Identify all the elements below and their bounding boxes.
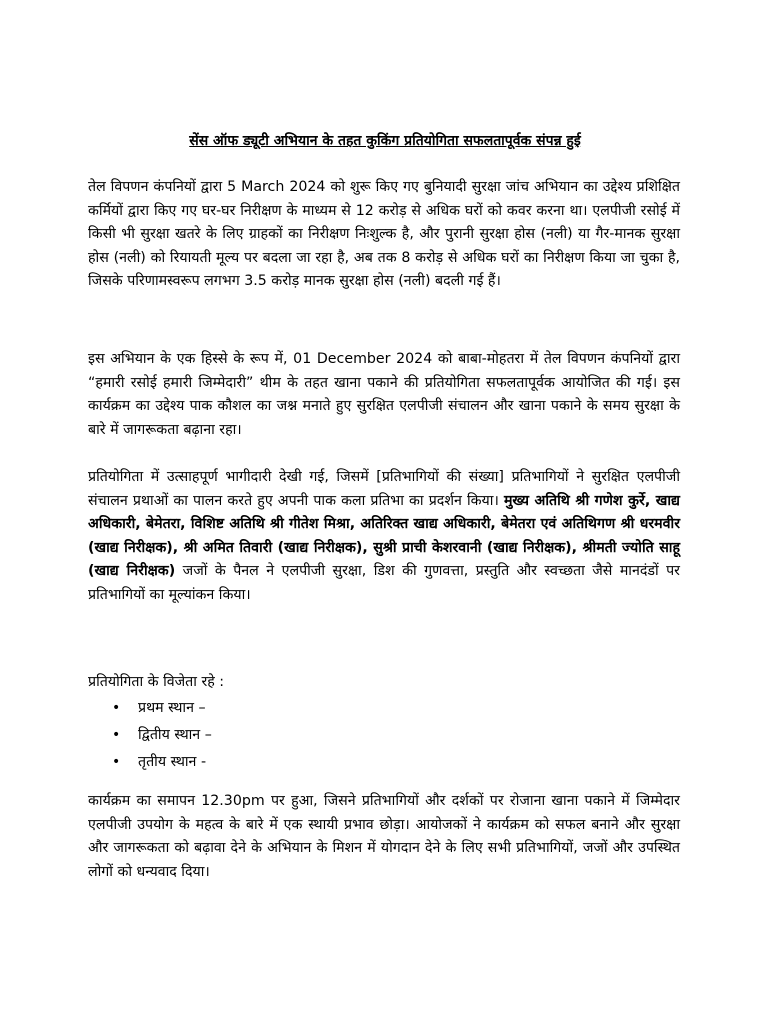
winner-first-place: प्रथम स्थान – — [138, 700, 206, 716]
bullet-icon: • — [112, 727, 121, 743]
paragraph-3-tail-text: जजों के पैनल ने एलपीजी सुरक्षा, डिश की गुणवत्ता, प्रस्तुति और स्वच्छता जैसे मानदंडों पर प्रतिभागियों का मूल्यांकन किया। — [88, 563, 680, 603]
winner-third-place: तृतीय स्थान - — [138, 754, 207, 770]
paragraph-3-lead-text: प्रतियोगिता में उत्साहपूर्ण भागीदारी देखी गई, जिसमें [प्रतिभागियों की संख्या] प्रतिभागियों ने सुरक्षित एलपीजी संचालन प्रथाओं का पालन करते हुए अपनी पाक कला प्रतिभा का प्रदर्शन किया। — [88, 469, 680, 509]
paragraph-conclusion: कार्यक्रम का समापन 12.30pm पर हुआ, जिसने प्रतिभागियों और दर्शकों पर रोजाना खाना पकाने में जिम्मेदार एलपीजी उपयोग के महत्व के बारे में एक स्थायी प्रभाव छोड़ा। आयोजकों ने कार्यक्रम को सफल बनाने और सुरक्षा और जागरूकता को बढ़ावा देने के अभियान के मिशन में योगदान देने के लिए सभी प्रतिभागियों, जजों और उपस्थित लोगों को धन्यवाद दिया। — [88, 793, 680, 880]
winners-intro: प्रतियोगिता के विजेता रहे : — [88, 674, 225, 690]
list-item — [112, 695, 212, 722]
guests-and-judges-names: मुख्य अतिथि श्री गणेश कुर्रे, खाद्य अधिकारी, बेमेतरा, विशिष्ट अतिथि श्री गीतेश मिश्रा, अतिरिक्त खाद्य अधिकारी, बेमेतरा एवं अतिथिगण श्री धरमवीर (खाद्य निरीक्षक), श्री अमित तिवारी (खाद्य निरीक्षक), सुश्री प्राची केशरवानी (खाद्य निरीक्षक), श्रीमती ज्योति साहू (खाद्य निरीक्षक) — [88, 492, 680, 580]
bullet-icon: • — [112, 700, 121, 716]
paragraph-campaign-intro: तेल विपणन कंपनियों द्वारा 5 March 2024 को शुरू किए गए बुनियादी सुरक्षा जांच अभियान का उद्देश्य प्रशिक्षित कर्मियों द्वारा किए गए घर-घर निरीक्षण के माध्यम से 12 करोड़ से अधिक घरों को कवर करना था। एलपीजी रसोई में किसी भी सुरक्षा खतरे के लिए ग्राहकों का निरीक्षण निःशुल्क है, और पुरानी सुरक्षा होस (नली) या गैर-मानक सुरक्षा होस (नली) को रियायती मूल्य पर बदला जा रहा है, अब तक 8 करोड़ से अधिक घरों का निरीक्षण किया जा चुका है, जिसके परिणामस्वरूप लगभग 3.5 करोड़ मानक सुरक्षा होस (नली) बदली गई हैं। — [88, 179, 680, 290]
list-item — [112, 749, 212, 776]
document-title: सेंस ऑफ ड्यूटी अभियान के तहत कुकिंग प्रतियोगिता सफलतापूर्वक संपन्न हुई — [189, 133, 581, 149]
paragraph-participants-and-judges — [88, 466, 680, 608]
winners-list — [112, 695, 212, 776]
paragraph-competition-event: इस अभियान के एक हिस्से के रूप में, 01 December 2024 को बाबा-मोहतरा में तेल विपणन कंपनियों द्वारा “हमारी रसोई हमारी जिम्मेदारी” थीम के तहत खाना पकाने की प्रतियोगिता सफलतापूर्वक आयोजित की गई। इस कार्यक्रम का उद्देश्य पाक कौशल का जश्न मनाते हुए सुरक्षित एलपीजी संचालन और खाना पकाने के समय सुरक्षा के बारे में जागरूकता बढ़ाना रहा। — [88, 351, 680, 438]
winner-second-place: द्वितीय स्थान – — [138, 727, 212, 743]
list-item — [112, 722, 212, 749]
bullet-icon: • — [112, 754, 121, 770]
